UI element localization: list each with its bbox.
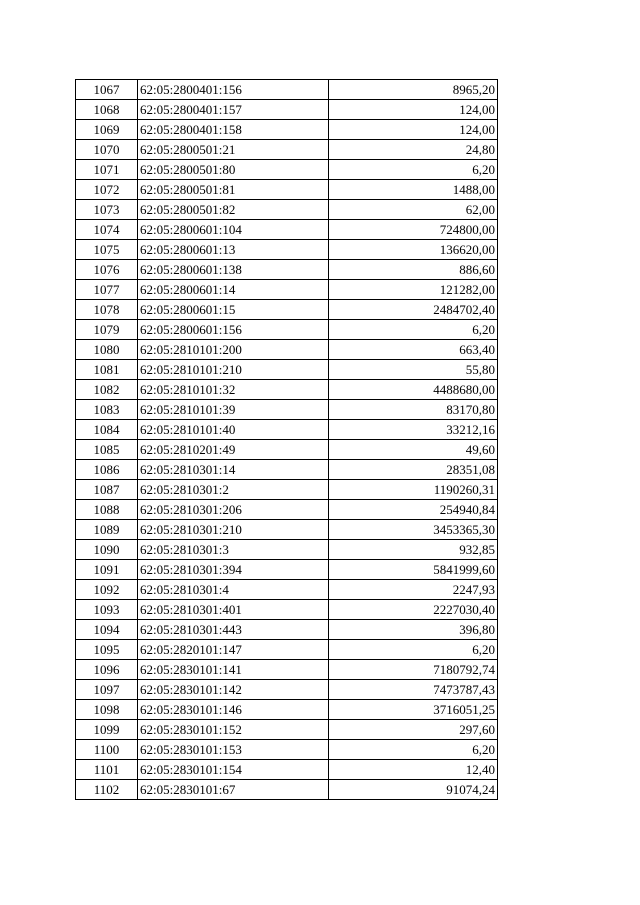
cadastral-number-cell: 62:05:2830101:146: [138, 700, 329, 720]
row-number-cell: 1091: [76, 560, 138, 580]
cadastral-number-cell: 62:05:2800501:81: [138, 180, 329, 200]
cadastral-number-cell: 62:05:2810201:49: [138, 440, 329, 460]
value-cell: 6,20: [329, 320, 498, 340]
row-number-cell: 1093: [76, 600, 138, 620]
value-cell: 932,85: [329, 540, 498, 560]
table-row: [76, 320, 498, 340]
value-cell: 2484702,40: [329, 300, 498, 320]
cadastral-number-cell: 62:05:2810301:443: [138, 620, 329, 640]
table-row: [76, 780, 498, 800]
value-cell: 124,00: [329, 100, 498, 120]
cadastral-number-cell: 62:05:2800601:15: [138, 300, 329, 320]
value-cell: 136620,00: [329, 240, 498, 260]
row-number-cell: 1085: [76, 440, 138, 460]
value-cell: 6,20: [329, 740, 498, 760]
row-number-cell: 1078: [76, 300, 138, 320]
cadastral-number-cell: 62:05:2810301:210: [138, 520, 329, 540]
cadastral-number-cell: 62:05:2810101:32: [138, 380, 329, 400]
value-cell: 12,40: [329, 760, 498, 780]
value-cell: 6,20: [329, 640, 498, 660]
value-cell: 49,60: [329, 440, 498, 460]
row-number-cell: 1101: [76, 760, 138, 780]
row-number-cell: 1099: [76, 720, 138, 740]
table-row: [76, 120, 498, 140]
row-number-cell: 1067: [76, 80, 138, 100]
table-row: [76, 160, 498, 180]
cadastral-number-cell: 62:05:2800601:156: [138, 320, 329, 340]
cadastral-number-cell: 62:05:2800401:158: [138, 120, 329, 140]
cadastral-value-table: [75, 79, 498, 800]
row-number-cell: 1073: [76, 200, 138, 220]
table-row: [76, 260, 498, 280]
table-row: [76, 420, 498, 440]
row-number-cell: 1090: [76, 540, 138, 560]
value-cell: 28351,08: [329, 460, 498, 480]
table-row: [76, 720, 498, 740]
value-cell: 8965,20: [329, 80, 498, 100]
table-row: [76, 440, 498, 460]
cadastral-number-cell: 62:05:2810101:200: [138, 340, 329, 360]
value-cell: 62,00: [329, 200, 498, 220]
table-row: [76, 640, 498, 660]
value-cell: 724800,00: [329, 220, 498, 240]
row-number-cell: 1100: [76, 740, 138, 760]
table-row: [76, 540, 498, 560]
value-cell: 254940,84: [329, 500, 498, 520]
value-cell: 121282,00: [329, 280, 498, 300]
table-row: [76, 80, 498, 100]
value-cell: 2227030,40: [329, 600, 498, 620]
cadastral-number-cell: 62:05:2830101:152: [138, 720, 329, 740]
table-row: [76, 400, 498, 420]
row-number-cell: 1096: [76, 660, 138, 680]
table-row: [76, 380, 498, 400]
table-row: [76, 500, 498, 520]
table-row: [76, 100, 498, 120]
value-cell: 396,80: [329, 620, 498, 640]
value-cell: 663,40: [329, 340, 498, 360]
row-number-cell: 1075: [76, 240, 138, 260]
value-cell: 4488680,00: [329, 380, 498, 400]
value-cell: 3453365,30: [329, 520, 498, 540]
table-row: [76, 180, 498, 200]
value-cell: 2247,93: [329, 580, 498, 600]
cadastral-number-cell: 62:05:2800601:13: [138, 240, 329, 260]
cadastral-number-cell: 62:05:2800501:80: [138, 160, 329, 180]
value-cell: 7180792,74: [329, 660, 498, 680]
value-cell: 6,20: [329, 160, 498, 180]
value-cell: 55,80: [329, 360, 498, 380]
row-number-cell: 1079: [76, 320, 138, 340]
value-cell: 124,00: [329, 120, 498, 140]
value-cell: 886,60: [329, 260, 498, 280]
value-cell: 1190260,31: [329, 480, 498, 500]
cadastral-number-cell: 62:05:2830101:153: [138, 740, 329, 760]
row-number-cell: 1094: [76, 620, 138, 640]
cadastral-number-cell: 62:05:2830101:142: [138, 680, 329, 700]
row-number-cell: 1092: [76, 580, 138, 600]
table-body: [76, 80, 498, 800]
cadastral-number-cell: 62:05:2800501:21: [138, 140, 329, 160]
table-row: [76, 300, 498, 320]
cadastral-number-cell: 62:05:2810101:210: [138, 360, 329, 380]
table-row: [76, 740, 498, 760]
table-row: [76, 620, 498, 640]
value-cell: 3716051,25: [329, 700, 498, 720]
table-row: [76, 700, 498, 720]
row-number-cell: 1086: [76, 460, 138, 480]
row-number-cell: 1082: [76, 380, 138, 400]
row-number-cell: 1072: [76, 180, 138, 200]
cadastral-number-cell: 62:05:2810101:39: [138, 400, 329, 420]
value-cell: 24,80: [329, 140, 498, 160]
cadastral-number-cell: 62:05:2800601:14: [138, 280, 329, 300]
row-number-cell: 1087: [76, 480, 138, 500]
cadastral-number-cell: 62:05:2810301:4: [138, 580, 329, 600]
cadastral-number-cell: 62:05:2800501:82: [138, 200, 329, 220]
table-row: [76, 580, 498, 600]
table-row: [76, 360, 498, 380]
cadastral-number-cell: 62:05:2830101:141: [138, 660, 329, 680]
row-number-cell: 1070: [76, 140, 138, 160]
cadastral-number-cell: 62:05:2810301:14: [138, 460, 329, 480]
value-cell: 5841999,60: [329, 560, 498, 580]
cadastral-number-cell: 62:05:2800601:138: [138, 260, 329, 280]
value-cell: 83170,80: [329, 400, 498, 420]
cadastral-number-cell: 62:05:2800601:104: [138, 220, 329, 240]
table-row: [76, 660, 498, 680]
table-row: [76, 340, 498, 360]
row-number-cell: 1080: [76, 340, 138, 360]
table-row: [76, 280, 498, 300]
cadastral-number-cell: 62:05:2810301:2: [138, 480, 329, 500]
row-number-cell: 1069: [76, 120, 138, 140]
table-row: [76, 220, 498, 240]
table-row: [76, 140, 498, 160]
value-cell: 7473787,43: [329, 680, 498, 700]
table-row: [76, 760, 498, 780]
row-number-cell: 1071: [76, 160, 138, 180]
cadastral-number-cell: 62:05:2810301:206: [138, 500, 329, 520]
value-cell: 1488,00: [329, 180, 498, 200]
row-number-cell: 1095: [76, 640, 138, 660]
value-cell: 91074,24: [329, 780, 498, 800]
row-number-cell: 1089: [76, 520, 138, 540]
cadastral-number-cell: 62:05:2810101:40: [138, 420, 329, 440]
cadastral-number-cell: 62:05:2830101:154: [138, 760, 329, 780]
cadastral-number-cell: 62:05:2810301:3: [138, 540, 329, 560]
value-cell: 33212,16: [329, 420, 498, 440]
row-number-cell: 1088: [76, 500, 138, 520]
table-row: [76, 200, 498, 220]
cadastral-number-cell: 62:05:2800401:157: [138, 100, 329, 120]
value-cell: 297,60: [329, 720, 498, 740]
row-number-cell: 1098: [76, 700, 138, 720]
row-number-cell: 1068: [76, 100, 138, 120]
row-number-cell: 1077: [76, 280, 138, 300]
table-row: [76, 480, 498, 500]
row-number-cell: 1081: [76, 360, 138, 380]
table-row: [76, 680, 498, 700]
row-number-cell: 1097: [76, 680, 138, 700]
row-number-cell: 1074: [76, 220, 138, 240]
table-row: [76, 460, 498, 480]
table-row: [76, 600, 498, 620]
table-row: [76, 520, 498, 540]
cadastral-number-cell: 62:05:2800401:156: [138, 80, 329, 100]
cadastral-number-cell: 62:05:2820101:147: [138, 640, 329, 660]
cadastral-number-cell: 62:05:2810301:394: [138, 560, 329, 580]
cadastral-number-cell: 62:05:2830101:67: [138, 780, 329, 800]
row-number-cell: 1102: [76, 780, 138, 800]
cadastral-number-cell: 62:05:2810301:401: [138, 600, 329, 620]
row-number-cell: 1076: [76, 260, 138, 280]
row-number-cell: 1083: [76, 400, 138, 420]
row-number-cell: 1084: [76, 420, 138, 440]
table-row: [76, 560, 498, 580]
table-row: [76, 240, 498, 260]
